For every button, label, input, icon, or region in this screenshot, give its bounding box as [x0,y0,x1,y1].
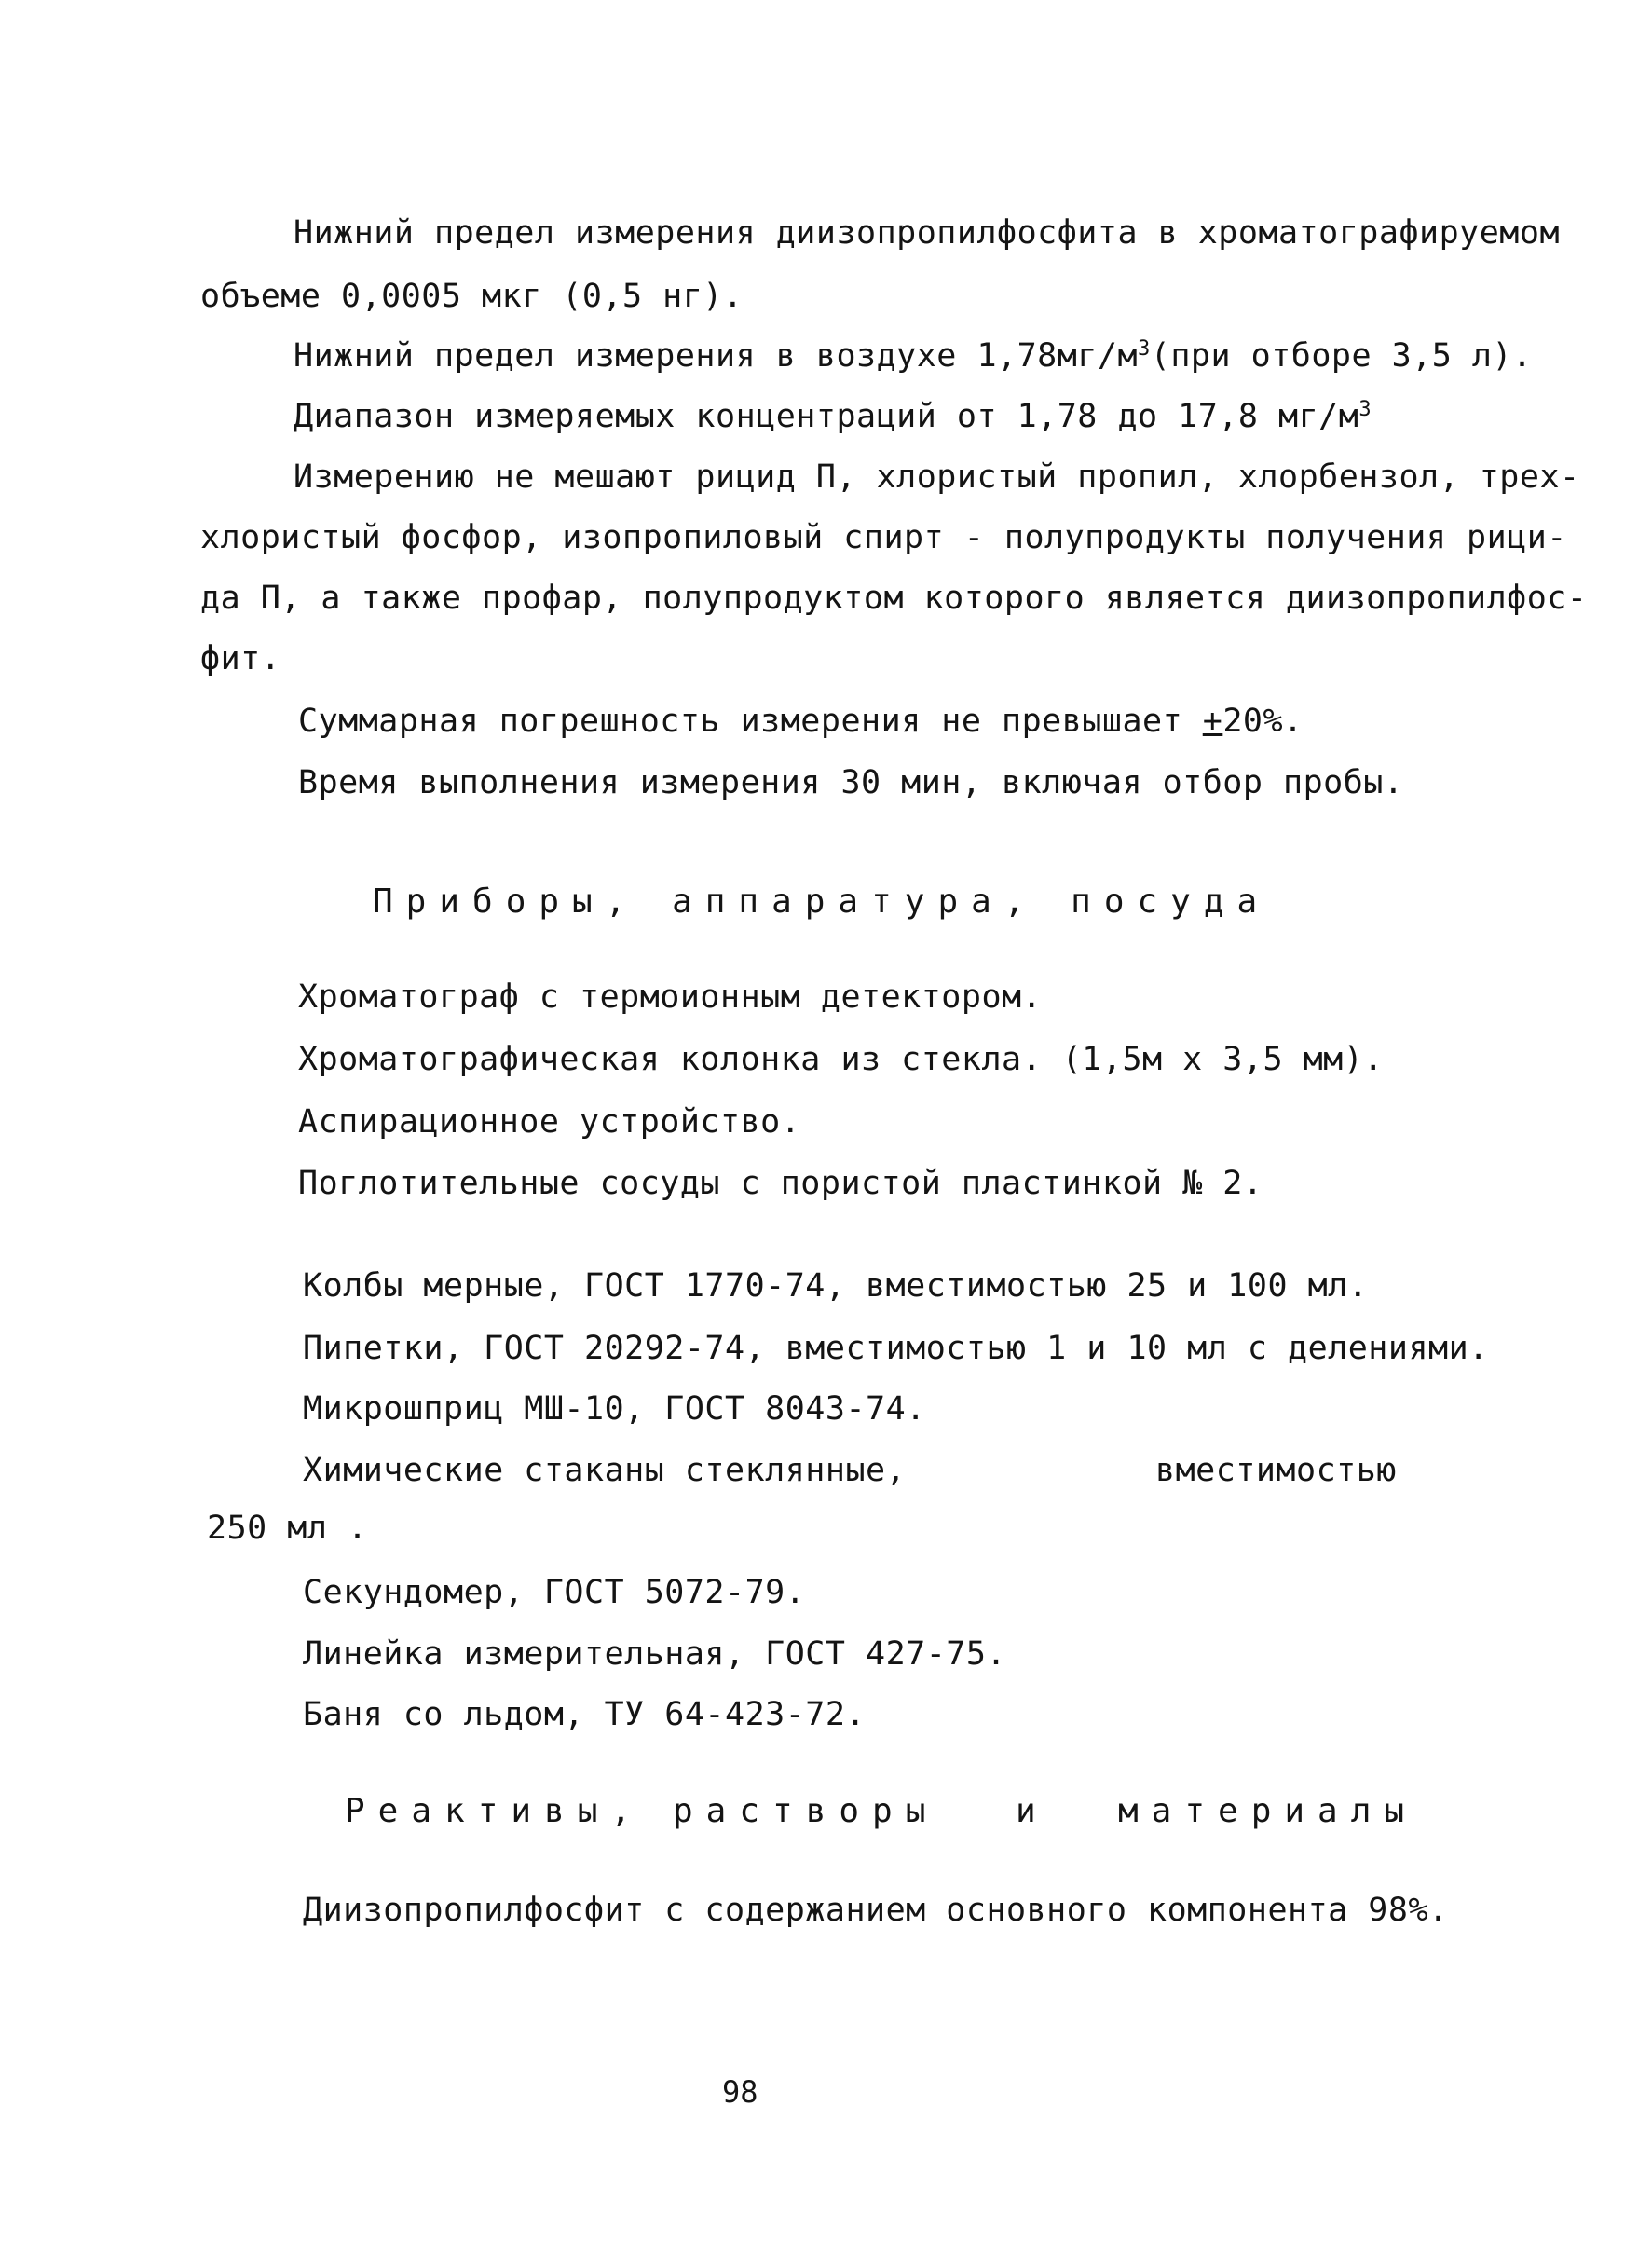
text-line: Нижний предел измерения диизопропилфосфита в хроматографируемом [294,214,1561,252]
text-line: да П, а также профар, полупродуктом которого является диизопропилфос- [200,580,1588,617]
text-segment: Нижний предел измерения в воздухе 1,78мг/м [294,337,1139,375]
text-line [294,335,1533,376]
list-item: Секундомер, ГОСТ 5072-79. [303,1574,806,1611]
section-heading: Реактивы, [345,1792,645,1830]
text-line: Время выполнения измерения 30 мин, включая отбор пробы. [298,764,1404,801]
list-item: Хроматографическая колонка из стекла. (1,5м х 3,5 мм). [298,1041,1384,1078]
text-line: фит. [200,640,281,677]
text-line [298,701,1304,742]
superscript: 3 [1138,337,1151,361]
list-item: Диизопропилфосфит с содержанием основного компонента 98%. [303,1892,1449,1929]
plus-minus-sign: + [1202,703,1223,740]
list-item: Колбы мерные, ГОСТ 1770-74, вместимостью 25 и 100 мл. [303,1267,1369,1305]
list-item: Аспирационное устройство. [298,1103,801,1141]
text-segment: Суммарная погрешность измерения не превышает [298,703,1203,740]
section-heading: Приборы, аппаратура, посуда [373,882,1271,921]
list-item: Линейка измерительная, ГОСТ 427-75. [303,1635,1007,1673]
list-item: 250 мл . [207,1510,368,1547]
text-line: объеме 0,0005 мкг (0,5 нг). [200,278,744,315]
list-item: вместимостью [1155,1452,1397,1489]
text-segment: Диапазон измеряемых концентраций от 1,78 до 17,8 мг/м [294,398,1359,435]
text-line [294,396,1372,437]
text-segment: (при отборе 3,5 л). [1150,337,1533,375]
superscript: 3 [1358,398,1372,421]
page-number: 98 [722,2074,758,2110]
text-line: хлористый фосфор, изопропиловый спирт - полупродукты получения рици- [200,519,1567,556]
list-item: Пипетки, ГОСТ 20292-74, вместимостью 1 и 10 мл с делениями. [303,1330,1489,1367]
section-heading: и [1016,1792,1049,1830]
list-item: Баня со льдом, ТУ 64-423-72. [303,1696,867,1733]
list-item: Хроматограф с термоионным детектором. [298,978,1043,1016]
list-item: Химические стаканы стеклянные, [303,1452,907,1489]
section-heading: материалы [1118,1792,1418,1830]
list-item: Микрошприц МШ-10, ГОСТ 8043-74. [303,1390,926,1428]
list-item: Поглотительные сосуды с пористой пластинкой № 2. [298,1165,1263,1202]
text-line: Измерению не мешают рицид П, хлористый пропил, хлорбензол, трех- [294,458,1580,496]
section-heading: растворы [673,1792,939,1830]
text-segment: 20%. [1222,703,1304,740]
